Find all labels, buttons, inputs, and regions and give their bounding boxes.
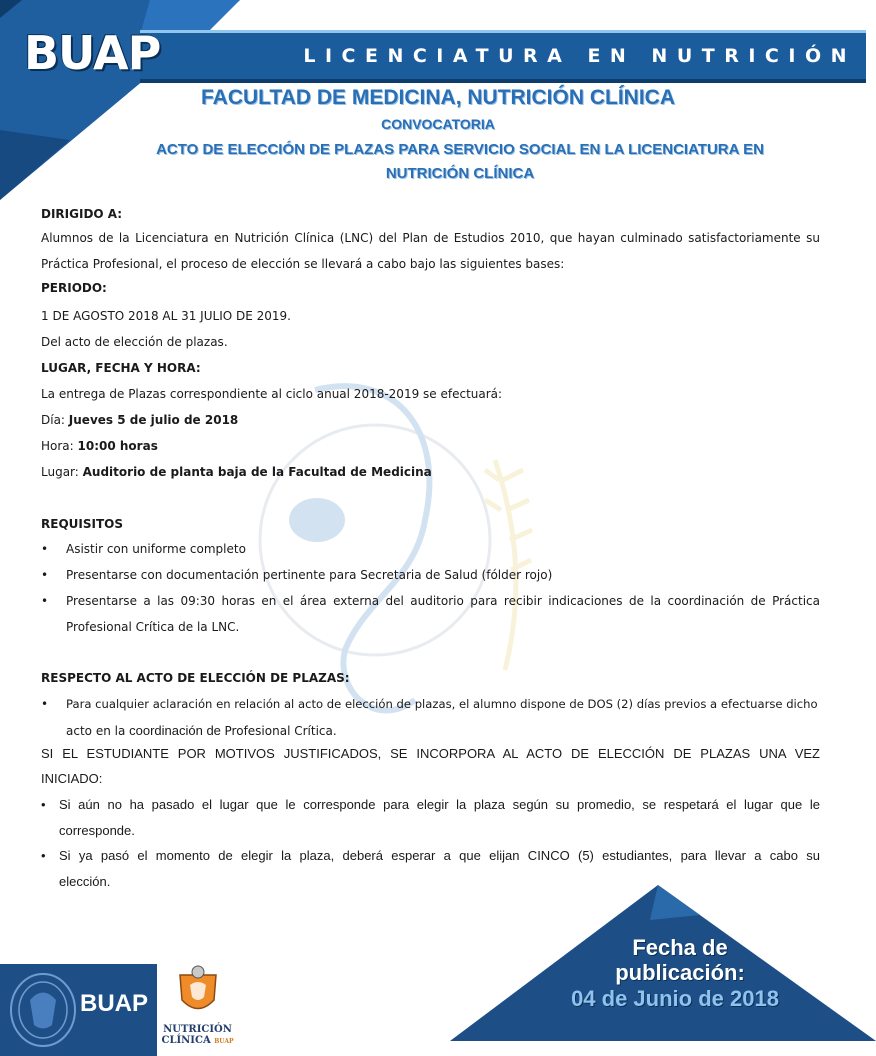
lugar-label: Lugar: — [41, 465, 83, 479]
bullet-icon: • — [41, 594, 49, 608]
lugar-heading: LUGAR, FECHA Y HORA: — [41, 361, 201, 375]
program-title: LICENCIATURA EN NUTRICIÓN CLÍNICA — [303, 45, 856, 113]
periodo-note: Del acto de elección de plazas. — [41, 335, 228, 349]
university-seal-icon — [8, 970, 78, 1050]
lugar-intro: La entrega de Plazas correspondiente al ciclo anual 2018-2019 se efectuará: — [41, 387, 503, 401]
bullet-icon: • — [41, 848, 46, 863]
dirigido-text-line2: Práctica Profesional, el proceso de elección se llevará a cabo bajo las siguientes bases: — [41, 257, 565, 271]
respecto-heading: RESPECTO AL ACTO DE ELECCIÓN DE PLAZAS: — [41, 671, 350, 685]
respecto-line2a: acto en la — [66, 724, 130, 738]
lugar-value: Auditorio de planta baja de la Facultad de Medicina — [82, 465, 432, 479]
lugar-row — [41, 465, 820, 479]
buap-logo: BUAP — [24, 26, 161, 80]
nutricion-clinica-logo: NUTRICIÓN CLÍNICA BUAP — [160, 965, 235, 1047]
publication-date: 04 de Junio de 2018 — [571, 986, 779, 1011]
document-body: DIRIGIDO A: Alumnos de la Licenciatura en Nutrición Clínica (LNC) del Plan de Estudios 2010, que hayan culminado satisfactoriamente su Práctica Profesional, el proceso de elección se llevará a cabo bajo las siguientes bases: PERIODO: 1 DE AGOSTO 2018 AL 31 JULIO DE 2019. Del acto de elección de plazas. LUGAR, FECHA Y HORA: La entrega de Plazas correspondiente al ciclo anual 2018-2019 se efectuará: Día: Jueves 5 de julio de 2018 Hora: 10:00 horas Lugar: Auditorio de planta baja de la Facultad de Medicina REQUISITOS • Asistir con uniforme completo • Presentarse con documentación pertinente para Secretaria de Salud (fólder rojo) • Presentarse a las 09:30 horas en el área externa del auditorio para recibir indicaciones de la coordinación de Práctica Profesional Crítica de la LNC. RESPECTO AL ACTO DE ELECCIÓN DE PLAZAS: • Para cualquier aclaración en relación al acto de elección de plazas, el alumno dispone de DOS (2) días previos a efectuarse dicho acto en la coordinación de Profesional Crítica. SI EL ESTUDIANTE POR MOTIVOS JUSTIFICADOS, SE INCORPORA AL ACTO DE ELECCIÓN DE PLAZAS UNA VEZ INICIADO: • Si aún no ha pasado el lugar que le corresponde para elegir la plaza según su promedio, se respetará el lugar que le corresponde. • Si ya pasó el momento de elegir la plaza, deberá esperar a que elijan CINCO (5) estudiantes, para llevar a cabo su elección. — [41, 207, 820, 889]
estudiante-line1: SI EL ESTUDIANTE POR MOTIVOS JUSTIFICADOS, SE INCORPORA AL ACTO DE ELECCIÓN DE PLAZAS UNA VEZ — [41, 746, 820, 761]
convocatoria-title: CONVOCATORIA — [381, 116, 495, 132]
periodo-heading: PERIODO: — [41, 281, 107, 295]
hora-row — [41, 439, 820, 453]
shield-icon — [174, 965, 222, 1020]
hora-value: 10:00 horas — [77, 439, 158, 453]
publication-label: Fecha de publicación: — [615, 935, 745, 985]
bullet-icon: • — [41, 542, 49, 556]
subject-title: ACTO DE ELECCIÓN DE PLAZAS PARA SERVICIO SOCIAL EN LA LICENCIATURA EN NUTRICIÓN CLÍNICA — [156, 141, 764, 182]
respecto-line2b: coordinación de — [129, 723, 225, 738]
bullet-icon: • — [41, 797, 46, 812]
footer-buap-logo: BUAP — [80, 990, 149, 1017]
dirigido-heading: DIRIGIDO A: — [41, 207, 123, 221]
respecto-line2c: Profesional Crítica. — [224, 724, 337, 738]
bullet-icon: • — [41, 697, 49, 711]
bullet-icon: • — [41, 568, 49, 582]
dia-value: Jueves 5 de julio de 2018 — [68, 413, 239, 427]
estudiante-line2: INICIADO: — [41, 771, 103, 786]
requisitos-heading: REQUISITOS — [41, 517, 123, 531]
dia-row — [41, 413, 820, 427]
dia-label: Día: — [41, 413, 69, 427]
dirigido-text-line1: Alumnos de la Licenciatura en Nutrición Clínica (LNC) del Plan de Estudios 2010, que hayan culminado satisfactoriamente su — [41, 231, 820, 245]
faculty-title: FACULTAD DE MEDICINA, NUTRICIÓN CLÍNICA — [200, 86, 676, 109]
periodo-dates: 1 DE AGOSTO 2018 AL 31 JULIO DE 2019. — [41, 309, 291, 323]
hora-label: Hora: — [41, 439, 78, 453]
